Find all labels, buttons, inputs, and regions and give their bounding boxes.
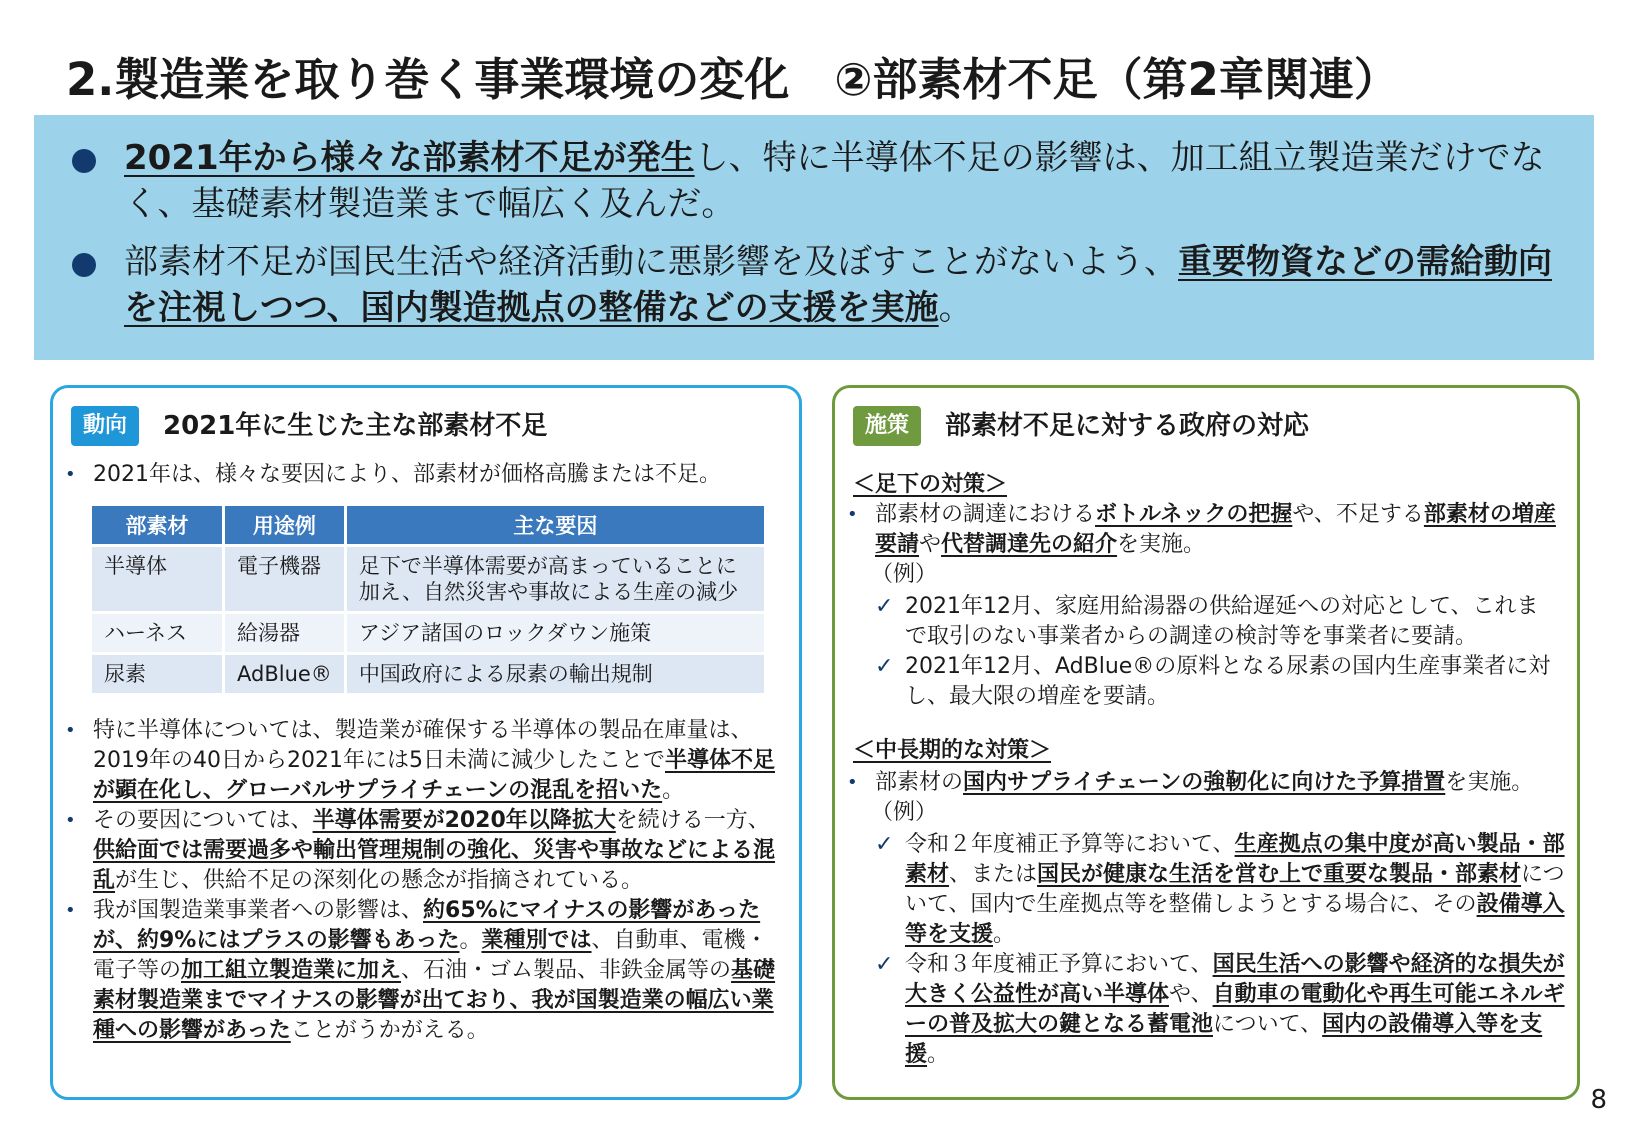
summary-box bbox=[34, 115, 1594, 360]
bullet-dot-icon bbox=[72, 149, 96, 173]
short-term-heading: ＜足下の対策＞ bbox=[853, 472, 1008, 497]
table-header: 用途例 bbox=[225, 506, 344, 544]
example-label: （例） bbox=[871, 800, 938, 825]
long-term-heading: ＜中長期的な対策＞ bbox=[853, 738, 1052, 763]
table-row: 半導体 電子機器 足下で半導体需要が高まっていることに加え、自然災害や事故による生産の減少 bbox=[92, 547, 764, 611]
trend-panel bbox=[50, 385, 802, 1100]
page-number: 8 bbox=[1590, 1085, 1607, 1115]
policy-tag: 施策 bbox=[853, 406, 921, 446]
bullet-icon: • bbox=[847, 504, 858, 525]
table-header: 主な要因 bbox=[347, 506, 764, 544]
material-shortage-table bbox=[89, 503, 767, 696]
checkmark-icon: ✓ bbox=[875, 952, 894, 977]
bullet-icon: • bbox=[847, 772, 858, 793]
bullet-icon: • bbox=[65, 900, 76, 921]
summary-text-1: 2021年から様々な部素材不足が発生し、特に半導体不足の影響は、加工組立製造業だけでなく、基礎素材製造業まで幅広く及んだ。 bbox=[124, 138, 1545, 224]
short-term-bullet: • 部素材の調達におけるボトルネックの把握や、不足する部素材の増産要請や代替調達先の紹介を実施。 bbox=[847, 502, 1556, 557]
trend-bullet-3: • 我が国製造業事業者への影響は、約65%にマイナスの影響があったが、約9%にはプラスの影響もあった。業種別では、自動車、電機・電子等の加工組立製造業に加え、石油・ゴム製品、非鉄金属等の基礎素材製造業までマイナスの影響が出ており、我が国製造業の幅広い業種への影響があったことがうかがえる。 bbox=[65, 898, 776, 1043]
example-label: （例） bbox=[871, 562, 938, 587]
policy-panel bbox=[832, 385, 1580, 1100]
long-term-bullet: • 部素材の国内サプライチェーンの強靭化に向けた予算措置を実施。 bbox=[847, 768, 1559, 798]
trend-bullet-1: • 特に半導体については、製造業が確保する半導体の製品在庫量は、2019年の40日から2021年には5日未満に減少したことで半導体不足が顕在化し、グローバルサプライチェーンの混乱を招いた。 bbox=[65, 718, 775, 803]
bullet-icon: • bbox=[65, 464, 76, 485]
policy-panel-title: 部素材不足に対する政府の対応 bbox=[945, 411, 1310, 441]
table-row: 尿素 AdBlue® 中国政府による尿素の輸出規制 bbox=[92, 655, 764, 693]
page-title: 2.製造業を取り巻く事業環境の変化 ②部素材不足（第2章関連） bbox=[66, 53, 1399, 106]
bullet-dot-icon bbox=[72, 253, 96, 277]
checkmark-icon: ✓ bbox=[875, 654, 894, 679]
trend-tag: 動向 bbox=[71, 406, 139, 446]
short-term-example-2: ✓ 2021年12月、AdBlue®の原料となる尿素の国内生産事業者に対し、最大限の増産を要請。 bbox=[875, 654, 1551, 709]
long-term-example-1: ✓ 令和２年度補正予算等において、生産拠点の集中度が高い製品・部素材、または国民が健康な生活を営む上で重要な製品・部素材について、国内で生産拠点等を整備しようとする場合に、その設備導入等を支援。 bbox=[875, 832, 1565, 947]
trend-panel-title: 2021年に生じた主な部素材不足 bbox=[163, 411, 548, 441]
checkmark-icon: ✓ bbox=[875, 832, 894, 857]
table-header: 部素材 bbox=[92, 506, 222, 544]
trend-bullet-2: • その要因については、半導体需要が2020年以降拡大を続ける一方、供給面では需要過多や輸出管理規制の強化、災害や事故などによる混乱が生じ、供給不足の深刻化の懸念が指摘されている。 bbox=[65, 808, 776, 893]
bullet-icon: • bbox=[65, 720, 76, 741]
checkmark-icon: ✓ bbox=[875, 594, 894, 619]
table-row: ハーネス 給湯器 アジア諸国のロックダウン施策 bbox=[92, 614, 764, 652]
short-term-example-1: ✓ 2021年12月、家庭用給湯器の供給遅延への対応として、これまで取引のない事業者からの調達の検討等を事業者に要請。 bbox=[875, 594, 1539, 649]
long-term-example-2: ✓ 令和３年度補正予算において、国民生活への影響や経済的な損失が大きく公益性が高い半導体や、自動車の電動化や再生可能エネルギーの普及拡大の鍵となる蓄電池について、国内の設備導入等を支援。 bbox=[875, 952, 1565, 1067]
bullet-icon: • bbox=[65, 810, 76, 831]
trend-intro: • 2021年は、様々な要因により、部素材が価格高騰または不足。 bbox=[65, 460, 785, 490]
summary-text-2: 部素材不足が国民生活や経済活動に悪影響を及ぼすことがないよう、重要物資などの需給動向を注視しつつ、国内製造拠点の整備などの支援を実施。 bbox=[124, 242, 1552, 328]
